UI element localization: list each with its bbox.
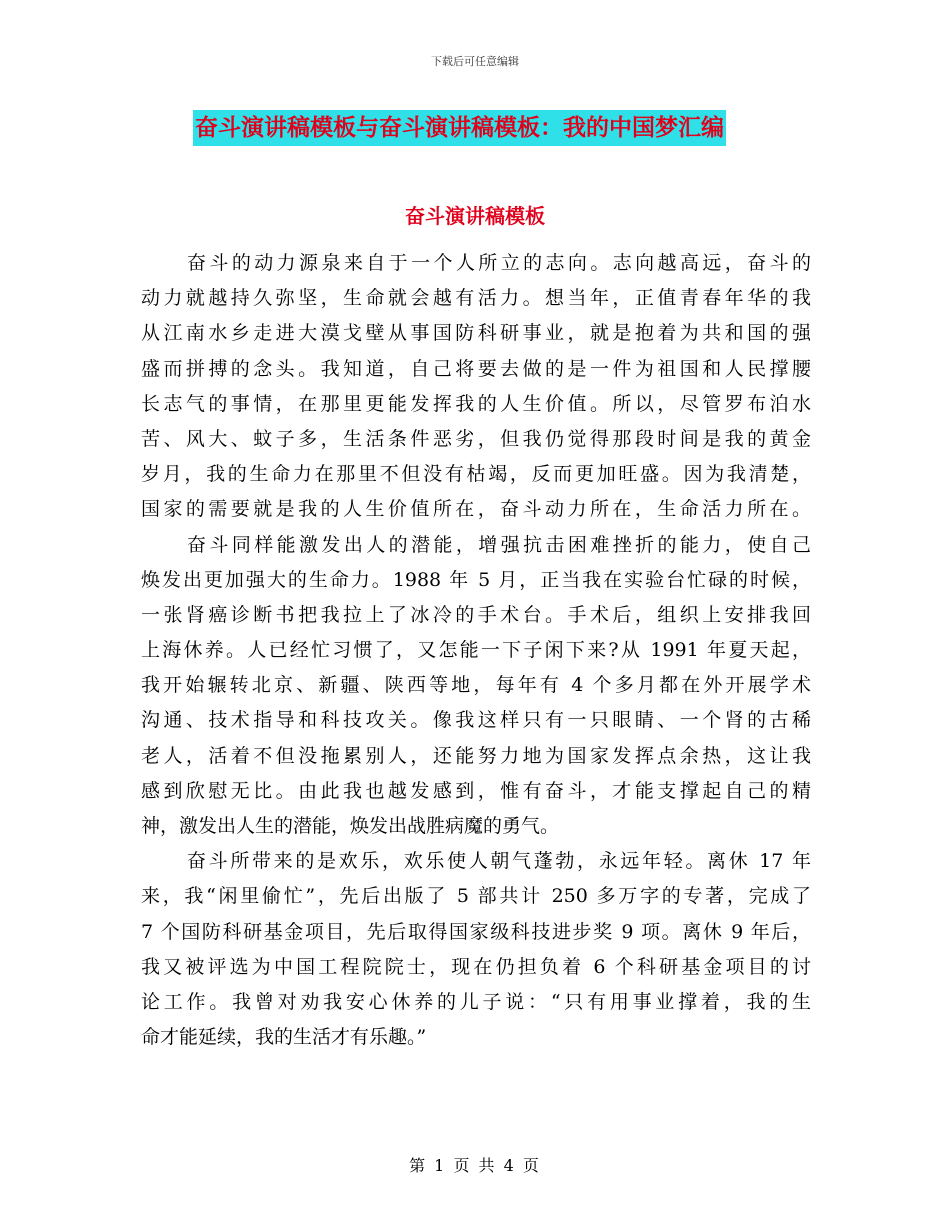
paragraph-line: 焕发出更加强大的生命力。1988 年 5 月，正当我在实验台忙碌的时候， bbox=[141, 568, 811, 591]
paragraph-line: 奋斗的动力源泉来自于一个人所立的志向。志向越高远，奋斗的 bbox=[187, 252, 811, 274]
header-note: 下载后可任意编辑 bbox=[431, 55, 519, 68]
paragraph-line: 7 个国防科研基金项目，先后取得国家级科技进步奖 9 项。离休 9 年后， bbox=[141, 920, 811, 943]
paragraph-line: 神，激发出人生的潜能，焕发出战胜病魔的勇气。 bbox=[141, 815, 560, 837]
paragraph-line: 苦、风大、蚊子多，生活条件恶劣，但我仍觉得那段时间是我的黄金 bbox=[141, 427, 811, 450]
paragraph-line: 沟通、技术指导和科技攻关。像我这样只有一只眼睛、一个肾的古稀 bbox=[141, 709, 811, 732]
paragraph-line: 岁月，我的生命力在那里不但没有枯竭，反而更加旺盛。因为我清楚， bbox=[141, 463, 811, 486]
paragraph-line: 从江南水乡走进大漠戈壁从事国防科研事业，就是抱着为共和国的强 bbox=[141, 322, 811, 345]
paragraph-line: 动力就越持久弥坚，生命就会越有活力。想当年，正值青春年华的我 bbox=[141, 287, 811, 310]
document-title: 奋斗演讲稿模板与奋斗演讲稿模板：我的中国梦汇编 bbox=[193, 110, 726, 146]
paragraph-line: 我开始辗转北京、新疆、陕西等地，每年有 4 个多月都在外开展学术 bbox=[141, 674, 811, 697]
paragraph-line: 奋斗同样能激发出人的潜能，增强抗击困难挫折的能力，使自己 bbox=[187, 533, 811, 556]
paragraph-line: 论工作。我曾对劝我安心休养的儿子说：“只有用事业撑着，我的生 bbox=[141, 990, 811, 1013]
paragraph-line: 命才能延续，我的生活才有乐趣。” bbox=[141, 1026, 427, 1049]
paragraph-line: 一张肾癌诊断书把我拉上了冰冷的手术台。手术后，组织上安排我回 bbox=[141, 603, 811, 626]
section-title: 奋斗演讲稿模板 bbox=[405, 204, 545, 228]
page-indicator: 第 1 页 共 4 页 bbox=[409, 1156, 541, 1175]
paragraph-line: 感到欣慰无比。由此我也越发感到，惟有奋斗，才能支撑起自己的精 bbox=[141, 779, 811, 802]
paragraph-line: 盛而拼搏的念头。我知道，自己将要去做的是一件为祖国和人民撑腰 bbox=[141, 357, 811, 380]
paragraph-line: 我又被评选为中国工程院院士，现在仍担负着 6 个科研基金项目的讨 bbox=[141, 955, 811, 978]
paragraph-line: 长志气的事情，在那里更能发挥我的人生价值。所以，尽管罗布泊水 bbox=[141, 392, 811, 415]
body-text bbox=[141, 246, 811, 1055]
paragraph-line: 上海休养。人已经忙习惯了，又怎能一下子闲下来?从 1991 年夏天起， bbox=[141, 639, 811, 662]
paragraph-line: 奋斗所带来的是欢乐，欢乐使人朝气蓬勃，永远年轻。离休 17 年 bbox=[187, 850, 811, 873]
paragraph-line: 来，我“闲里偷忙”，先后出版了 5 部共计 250 多万字的专著，完成了 bbox=[141, 885, 811, 908]
paragraph-line: 老人，活着不但没拖累别人，还能努力地为国家发挥点余热，这让我 bbox=[141, 744, 811, 767]
paragraph-line: 国家的需要就是我的人生价值所在，奋斗动力所在，生命活力所在。 bbox=[141, 498, 811, 521]
